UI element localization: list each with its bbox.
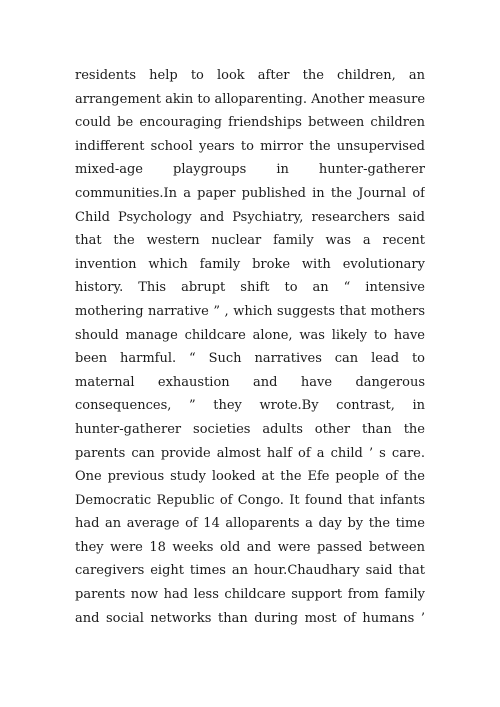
text-line: history. This abrupt shift to an “ intensive [75,280,425,296]
text-line: caregivers eight times an hour.Chaudhary said that [75,563,425,579]
text-line: consequences, ” they wrote.By contrast, in [75,398,425,414]
text-line: Child Psychology and Psychiatry, researchers said [75,209,425,225]
text-line: residents help to look after the children, an [75,68,425,83]
text-line: should manage childcare alone, was likely to have [75,327,425,343]
text-line: that the western nuclear family was a recent [75,233,425,249]
text-line: been harmful. “ Such narratives can lead to [75,351,425,367]
text-line: One previous study looked at the Efe people of the [75,469,425,485]
text-line: parents can provide almost half of a child ’ s care. [75,445,425,461]
text-line: invention which family broke with evolutionary [75,256,425,272]
body-text [75,64,425,630]
text-line: Democratic Republic of Congo. It found that infants [75,492,425,508]
text-line: parents now had less childcare support from family [75,587,425,603]
text-line: they were 18 weeks old and were passed between [75,539,425,555]
text-line: arrangement akin to alloparenting. Another measure [75,91,425,107]
text-line: and social networks than during most of humans ’ [75,610,425,626]
text-line: mothering narrative ” , which suggests that mothers [75,303,425,319]
text-line: could be encouraging friendships between children [75,115,425,131]
text-line: communities.In a paper published in the Journal of [75,185,425,201]
text-line: indifferent school years to mirror the unsupervised [75,138,425,154]
text-line: mixed-age playgroups in hunter-gatherer [75,162,425,178]
text-line: hunter-gatherer societies adults other than the [75,421,425,437]
text-line: had an average of 14 alloparents a day by the time [75,516,425,532]
text-line: maternal exhaustion and have dangerous [75,374,425,390]
